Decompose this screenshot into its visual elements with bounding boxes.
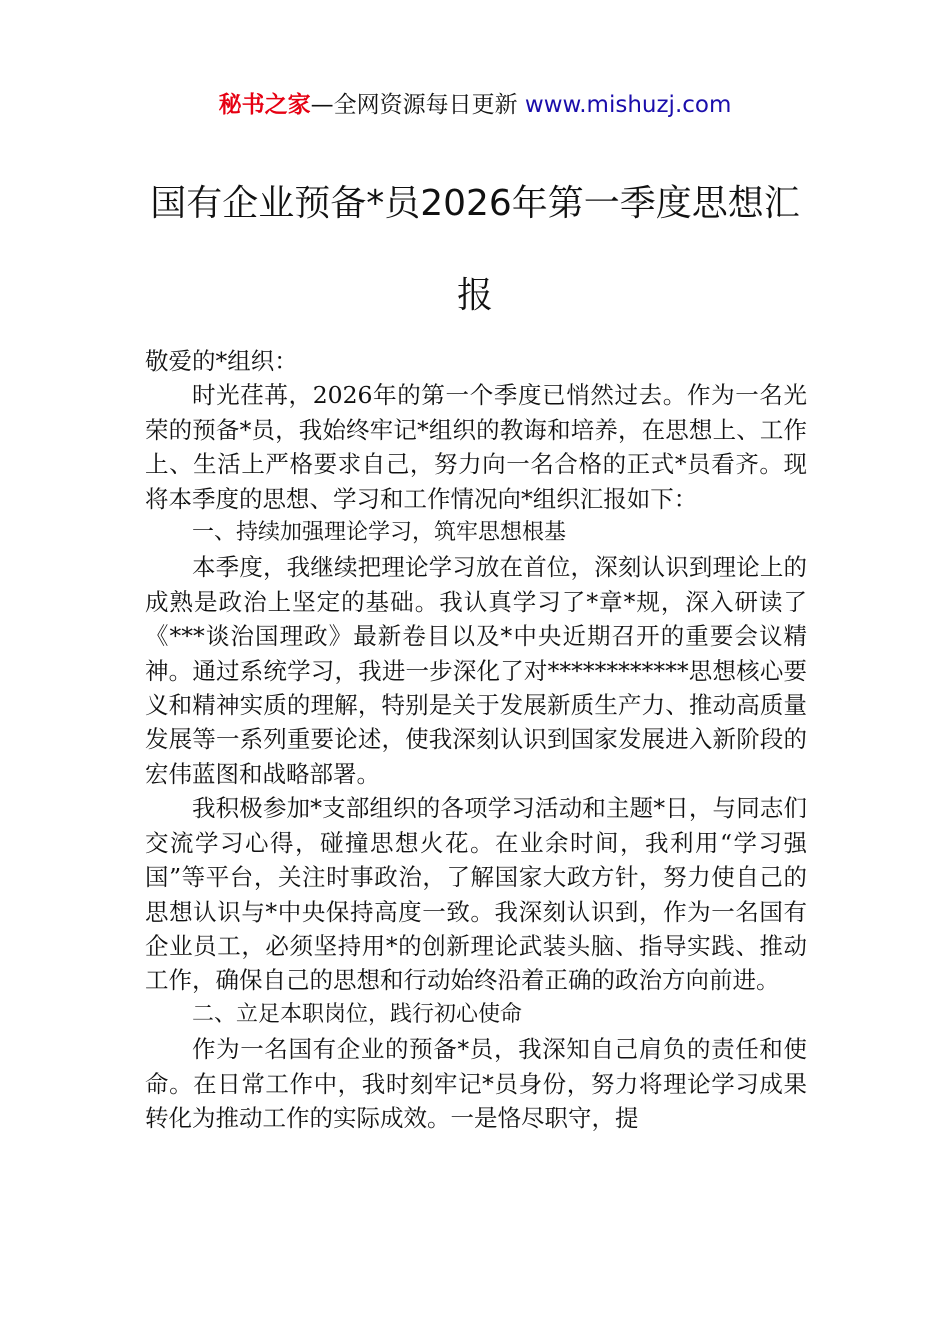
paragraph: 时光荏苒，2026年的第一个季度已悄然过去。作为一名光荣的预备*员，我始终牢记*组织的教诲和培养，在思想上、工作上、生活上严格要求自己，努力向一名合格的正式*员看齐。现将本季度的思想、学习和工作情况向*组织汇报如下： [145, 381, 807, 513]
paragraph: 作为一名国有企业的预备*员，我深知自己肩负的责任和使命。在日常工作中，我时刻牢记*员身份，努力将理论学习成果转化为推动工作的实际成效。一是恪尽职守，提 [145, 1035, 807, 1132]
document-body [145, 344, 807, 1135]
paragraph: 本季度，我继续把理论学习放在首位，深刻认识到理论上的成熟是政治上坚定的基础。我认真学习了*章*规，深入研读了《***谈治国理政》最新卷目以及*中央近期召开的重要会议精神。通过系统学习，我进一步深化了对************思想核心要义和精神实质的理解，特别是关于发展新质生产力、推动高质量发展等一系列重要论述，使我深刻认识到国家发展进入新阶段的宏伟蓝图和战略部署。 [145, 553, 807, 788]
site-brand: 秘书之家 [218, 92, 311, 118]
site-slogan: —全网资源每日更新 [310, 92, 525, 118]
salutation: 敬爱的*组织： [145, 347, 298, 375]
section-heading: 二、立足本职岗位，践行初心使命 [192, 1001, 523, 1027]
paragraph: 我积极参加*支部组织的各项学习活动和主题*日，与同志们交流学习心得，碰撞思想火花。在业余时间，我利用“学习强国”等平台，关注时事政治，了解国家大政方针，努力使自己的思想认识与*中央保持高度一致。我深刻认识到，作为一名国有企业员工，必须坚持用*的创新理论武装头脑、指导实践、推动工作，确保自己的思想和行动始终沿着正确的政治方向前进。 [145, 794, 807, 995]
section-heading: 一、持续加强理论学习，筑牢思想根基 [192, 520, 567, 546]
site-header [0, 88, 950, 122]
document-title: 国有企业预备*员2026年第一季度思想汇报 [150, 183, 800, 316]
site-url-link[interactable]: www.mishuzj.com [524, 92, 732, 118]
